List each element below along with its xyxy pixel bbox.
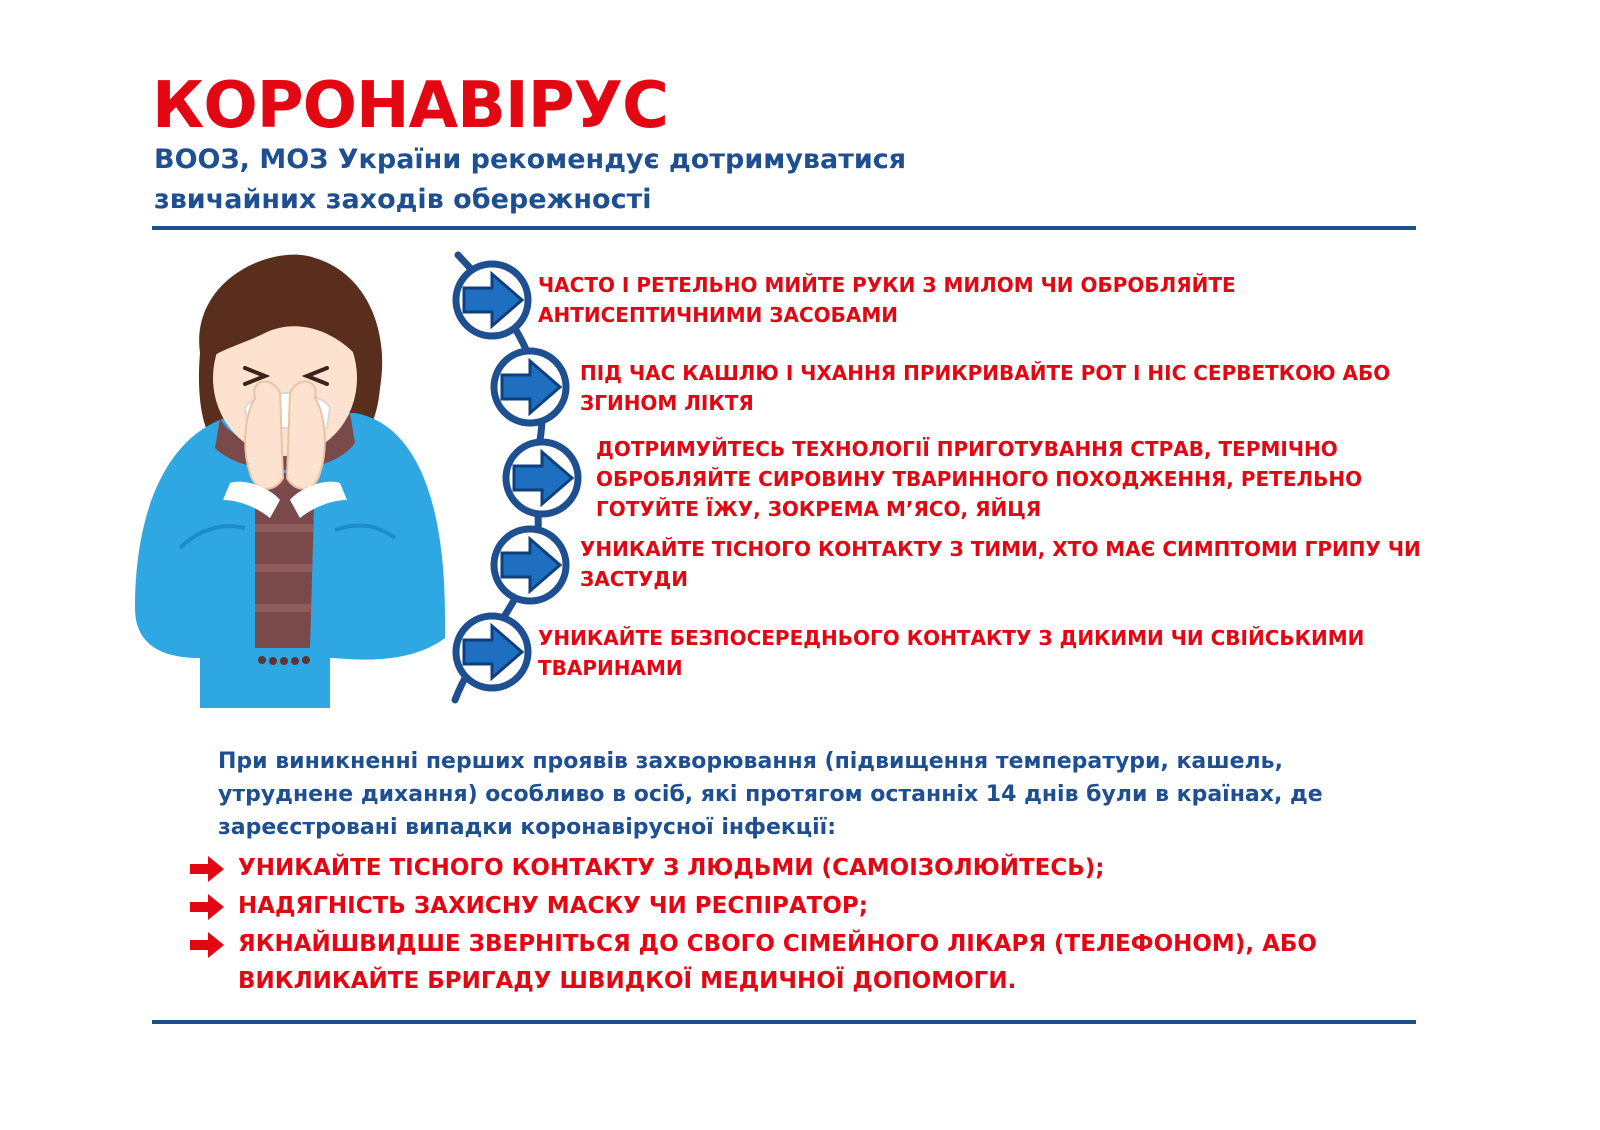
tip-line: УНИКАЙТЕ ТІСНОГО КОНТАКТУ З ТИМИ, ХТО МАЄ СИМПТОМИ ГРИПУ ЧИ xyxy=(580,537,1421,561)
tip-line: ЧАСТО І РЕТЕЛЬНО МИЙТЕ РУКИ З МИЛОМ ЧИ ОБРОБЛЯЙТЕ xyxy=(538,273,1236,297)
tip-4 xyxy=(580,534,1421,594)
red-arrow-icon xyxy=(188,893,226,921)
tip-marker-3 xyxy=(506,442,578,514)
tip-line: ДОТРИМУЙТЕСЬ ТЕХНОЛОГІЇ ПРИГОТУВАННЯ СТРАВ, ТЕРМІЧНО xyxy=(596,437,1338,461)
tip-marker-2 xyxy=(494,351,566,423)
action-line: ЯКНАЙШВИДШЕ ЗВЕРНІТЬСЯ ДО СВОГО СІМЕЙНОГО ЛІКАРЯ (ТЕЛЕФОНОМ), АБО xyxy=(238,931,1317,957)
tip-marker-1 xyxy=(456,264,528,336)
tip-1 xyxy=(538,270,1236,330)
tip-line: ЗГИНОМ ЛІКТЯ xyxy=(580,391,754,415)
page-subtitle xyxy=(154,140,906,220)
sneezing-woman-illustration xyxy=(105,238,465,718)
info-line: зареєстровані випадки коронавірусної інфекції: xyxy=(218,815,836,840)
tip-line: ПІД ЧАС КАШЛЮ І ЧХАННЯ ПРИКРИВАЙТЕ РОТ І НІС СЕРВЕТКОЮ АБО xyxy=(580,361,1391,385)
tip-5 xyxy=(538,623,1364,683)
tip-line: ТВАРИНАМИ xyxy=(538,656,683,680)
top-divider xyxy=(152,226,1416,230)
subtitle-line: звичайних заходів обережності xyxy=(154,184,652,215)
info-line: утруднене дихання) особливо в осіб, які протягом останніх 14 днів були в країнах, де xyxy=(218,782,1323,807)
symptoms-paragraph xyxy=(218,745,1323,844)
subtitle-line: ВООЗ, МОЗ України рекомендує дотримуватися xyxy=(154,144,907,175)
tip-line: ОБРОБЛЯЙТЕ СИРОВИНУ ТВАРИННОГО ПОХОДЖЕННЯ, РЕТЕЛЬНО xyxy=(596,467,1363,491)
tip-line: УНИКАЙТЕ БЕЗПОСЕРЕДНЬОГО КОНТАКТУ З ДИКИМИ ЧИ СВІЙСЬКИМИ xyxy=(538,626,1365,650)
red-arrow-icon xyxy=(188,931,226,959)
tip-marker-4 xyxy=(494,529,566,601)
action-line: ВИКЛИКАЙТЕ БРИГАДУ ШВИДКОЇ МЕДИЧНОЇ ДОПОМОГИ. xyxy=(238,968,1017,994)
tip-line: ЗАСТУДИ xyxy=(580,567,688,591)
action-line: НАДЯГНІСТЬ ЗАХИСНУ МАСКУ ЧИ РЕСПІРАТОР; xyxy=(238,893,868,919)
bottom-divider xyxy=(152,1020,1416,1024)
tip-line: АНТИСЕПТИЧНИМИ ЗАСОБАМИ xyxy=(538,303,899,327)
page-title: КОРОНАВІРУС xyxy=(152,69,668,143)
tip-2 xyxy=(580,358,1390,418)
tip-line: ГОТУЙТЕ ЇЖУ, ЗОКРЕМА М’ЯСО, ЯЙЦЯ xyxy=(596,497,1042,521)
info-line: При виникненні перших проявів захворювання (підвищення температури, кашель, xyxy=(218,749,1283,774)
tip-marker-5 xyxy=(456,616,528,688)
action-line: УНИКАЙТЕ ТІСНОГО КОНТАКТУ З ЛЮДЬМИ (САМОІЗОЛЮЙТЕСЬ); xyxy=(238,855,1105,881)
tip-3 xyxy=(596,434,1362,524)
red-arrow-icon xyxy=(188,855,226,883)
